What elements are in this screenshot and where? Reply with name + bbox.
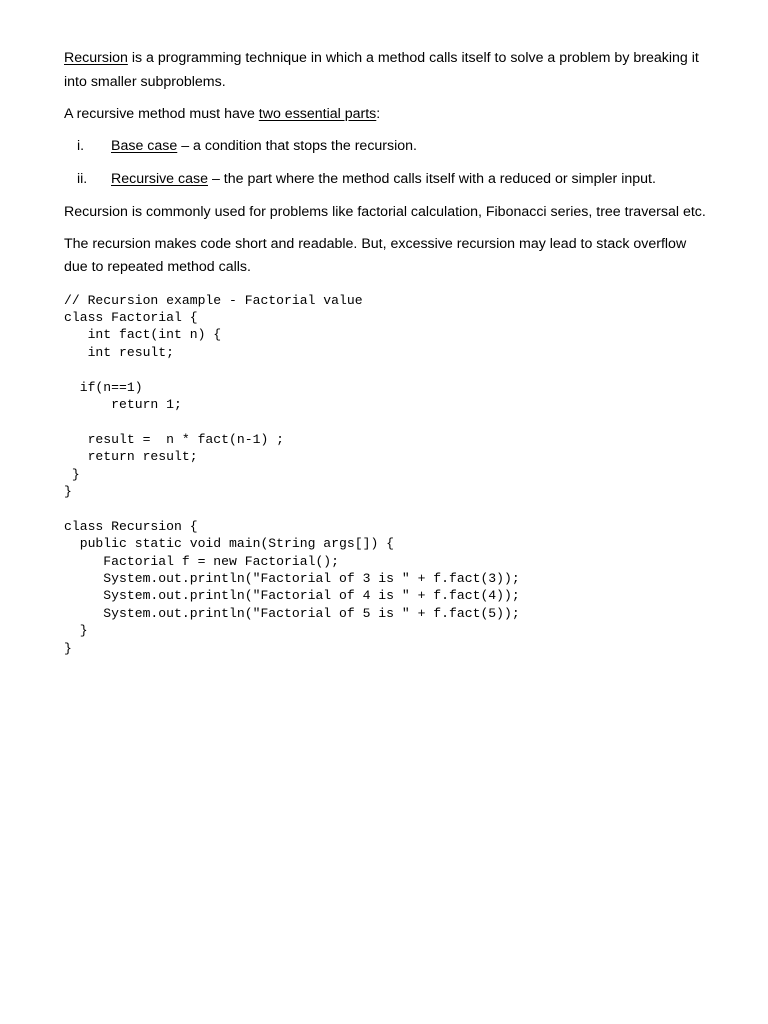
recursive-case-description: – the part where the method calls itself with a reduced or simpler input. — [208, 170, 656, 187]
parts-intro-colon: : — [376, 105, 381, 122]
uses-paragraph: Recursion is commonly used for problems like factorial calculation, Fibonacci series, tree traversal etc. — [64, 203, 706, 220]
note-paragraph: The recursion makes code short and readable. But, excessive recursion may lead to stack overflow due to repeated method calls. — [64, 235, 687, 275]
base-case-description: – a condition that stops the recursion. — [177, 137, 418, 154]
code-listing: // Recursion example - Factorial value class Factorial { int fact(int n) { int result; if(n==1) return 1; result = n * fact(n-1) ; return result; } } class Recursion { public static void main(String args[]) { Factorial f = new Factorial(); System.out.println("Factorial of 3 is " + f.fact(3)); System.out.println("Factorial of 4 is " + f.fact(4)); System.out.println("Factorial of 5 is " + f.fact(5)); } } — [64, 292, 520, 656]
two-essential-parts-term: two essential parts — [258, 105, 377, 122]
parts-intro-paragraph — [64, 103, 709, 127]
list-item — [64, 135, 709, 159]
list-numeral: i. — [77, 137, 85, 154]
intro-paragraph — [64, 47, 709, 94]
document-page — [64, 47, 709, 657]
recursion-term: Recursion — [64, 50, 128, 66]
base-case-term: Base case — [111, 137, 178, 154]
list-numeral: ii. — [77, 170, 88, 187]
parts-list — [64, 135, 709, 192]
recursive-case-term: Recursive case — [111, 170, 208, 187]
list-item — [64, 168, 709, 192]
intro-text: is a programming technique in which a method calls itself to solve a problem by breaking it into smaller subproblems. — [64, 50, 699, 90]
parts-intro-text: A recursive method must have — [64, 105, 259, 122]
